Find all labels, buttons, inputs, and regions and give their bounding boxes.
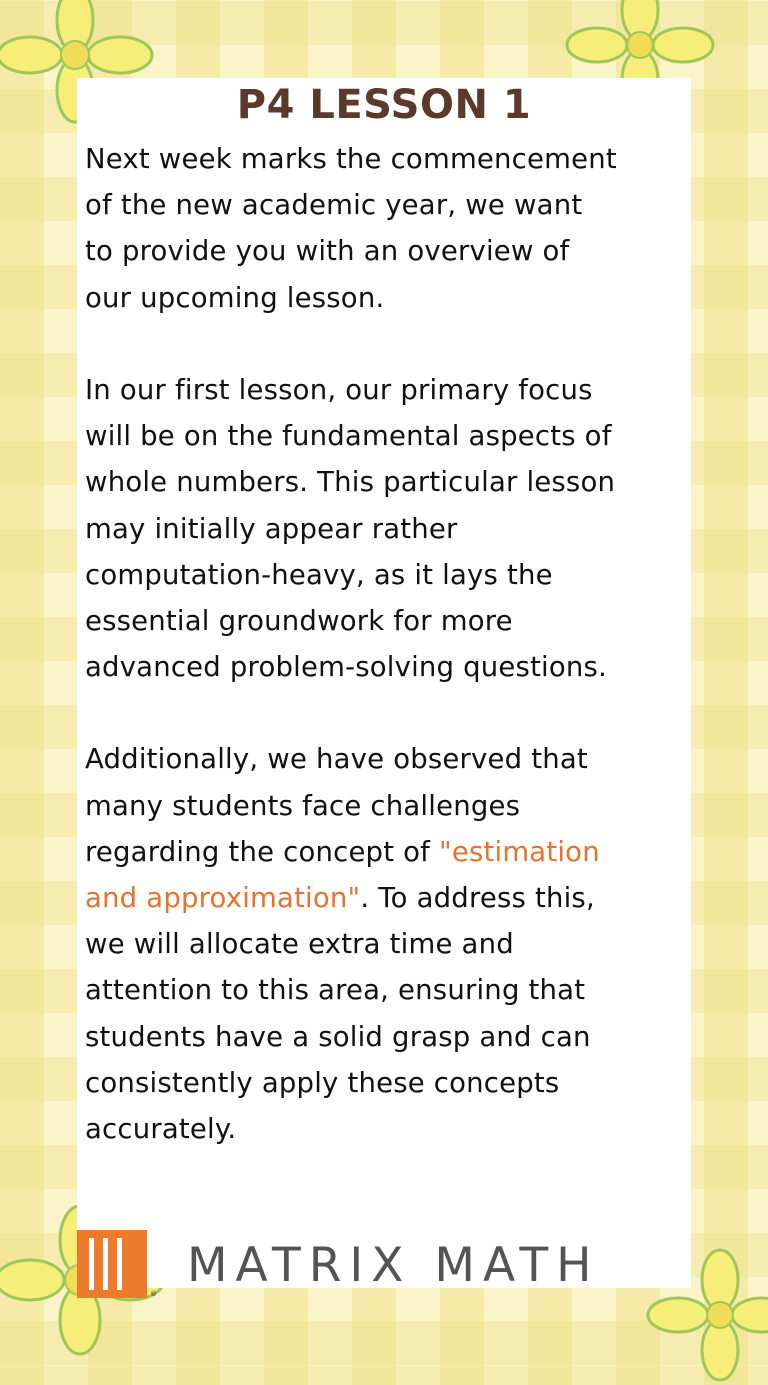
- text-line: our upcoming lesson.: [85, 281, 385, 314]
- logo-bar: [117, 1238, 122, 1290]
- text-line: to provide you with an overview of: [85, 235, 570, 268]
- text-line: students have a solid grasp and can: [85, 1020, 591, 1053]
- page-title: P4 LESSON 1: [236, 82, 532, 128]
- text-line: of the new academic year, we want: [85, 189, 583, 222]
- paragraph-gap: [85, 690, 745, 736]
- text-line: Next week marks the commencement: [85, 143, 617, 175]
- text-line: will be on the fundamental aspects of: [85, 420, 612, 453]
- logo-bar: [103, 1238, 108, 1290]
- lesson-description: [85, 136, 745, 1152]
- text-line: many students face challenges: [85, 789, 521, 822]
- text-line: computation-heavy, as it lays the: [85, 558, 553, 591]
- text-line: advanced problem-solving questions.: [85, 651, 608, 684]
- text-line: [85, 875, 745, 921]
- text-line: may initially appear rather: [85, 512, 458, 545]
- highlight-text: and approximation": [85, 882, 361, 914]
- paragraph-first-lesson: [85, 367, 745, 690]
- highlight-text: "estimation: [439, 835, 600, 868]
- text-line: In our first lesson, our primary focus: [85, 373, 593, 406]
- matrix-math-logo-icon: [77, 1230, 147, 1298]
- text-line: attention to this area, ensuring that: [85, 974, 586, 1007]
- text-line: consistently apply these concepts: [85, 1066, 560, 1099]
- text-line: accurately.: [85, 1112, 237, 1145]
- paragraph-estimation: [85, 736, 745, 1152]
- text-line: Additionally, we have observed that: [85, 743, 588, 776]
- text-line: whole numbers. This particular lesson: [85, 466, 616, 499]
- registered-mark: ®: [150, 1290, 157, 1298]
- paragraph-gap: [85, 321, 745, 367]
- paragraph-intro: [85, 136, 745, 321]
- brand-name: MATRIX MATH: [187, 1238, 600, 1293]
- text-segment: regarding the concept of: [85, 835, 439, 868]
- text-line: [85, 829, 745, 875]
- logo-bar: [89, 1238, 94, 1290]
- text-segment: . To address this,: [360, 882, 595, 914]
- text-line: essential groundwork for more: [85, 604, 513, 637]
- text-line: we will allocate extra time and: [85, 928, 514, 961]
